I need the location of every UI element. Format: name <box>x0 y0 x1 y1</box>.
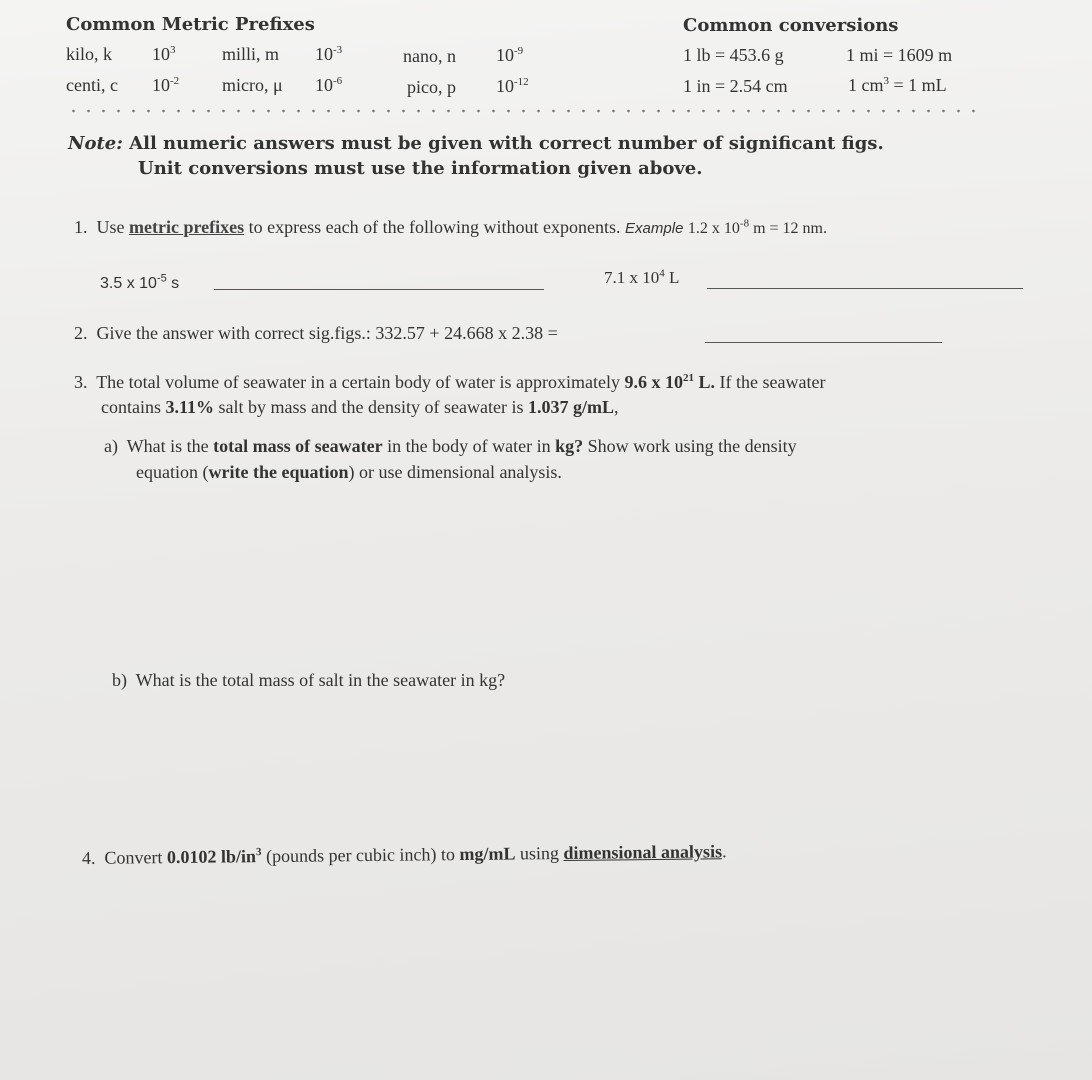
prefix-centi-name: centi, c <box>66 75 118 95</box>
conversion-mi: 1 mi = 1609 m <box>846 45 953 65</box>
prefix-micro-name: micro, μ <box>222 75 283 95</box>
q1-answer-line-a[interactable] <box>214 289 544 290</box>
prefix-kilo-value: $10^3$ <box>152 44 176 64</box>
prefixes-title: Common Metric Prefixes <box>66 14 315 35</box>
q2-answer-line[interactable] <box>705 342 942 343</box>
q3-prompt-line2: contains 3.11% salt by mass and the density of seawater is 1.037 g/mL, <box>101 397 619 417</box>
q3b-prompt: b) What is the total mass of salt in the seawater in kg? <box>112 670 506 690</box>
q1-item-a: 3.5 x $10^{-5}$ s <box>100 272 180 292</box>
q1-prompt: 1. Use metric prefixes to express each of the following without exponents. Example 1.2 x $10^{-8}$ m = 12 nm. <box>74 217 827 237</box>
conversion-cm3: 1 $cm^3 = 1$ mL <box>848 75 947 95</box>
note-line2: Unit conversions must use the information given above. <box>138 158 703 179</box>
prefix-pico-name: pico, p <box>407 77 456 97</box>
conversions-title: Common conversions <box>683 15 899 36</box>
prefix-milli-name: milli, m <box>222 44 280 64</box>
prefix-micro-value: $10^{-6}$ <box>315 75 343 95</box>
conversion-lb: 1 lb = 453.6 g <box>683 45 784 65</box>
q1-item-b: 7.1 x $10^4$ L <box>604 267 680 287</box>
q1-answer-line-b[interactable] <box>707 288 1023 289</box>
prefix-nano-value: $10^{-9}$ <box>496 45 524 65</box>
note-line1: Note: All numeric answers must be given with correct number of significant figs. <box>68 133 884 154</box>
conversion-in: 1 in = 2.54 cm <box>683 76 788 96</box>
prefix-centi-value: $10^{-2}$ <box>152 75 180 95</box>
prefix-nano-name: nano, n <box>403 46 456 66</box>
q3a-line2: equation (write the equation) or use dimensional analysis. <box>136 462 562 482</box>
prefix-pico-value: $10^{-12}$ <box>496 76 529 96</box>
prefix-kilo-name: kilo, k <box>66 44 113 64</box>
q3a-line1: a) What is the total mass of seawater in the body of water in kg? Show work using the density <box>104 436 797 456</box>
q4-prompt: 4. Convert 0.0102 $lb/in^3$ (pounds per cubic inch) to mg/mL using dimensional analysis. <box>81 841 727 868</box>
prefix-milli-value: $10^{-3}$ <box>315 44 343 64</box>
q3-prompt-line1: 3. The total volume of seawater in a certain body of water is approximately 9.6 x $10^{21}$ L. If the seawater <box>74 372 826 392</box>
q2-prompt: 2. Give the answer with correct sig.figs.: 332.57 + 24.668 x 2.38 = <box>74 323 558 343</box>
dotted-separator <box>66 108 976 114</box>
